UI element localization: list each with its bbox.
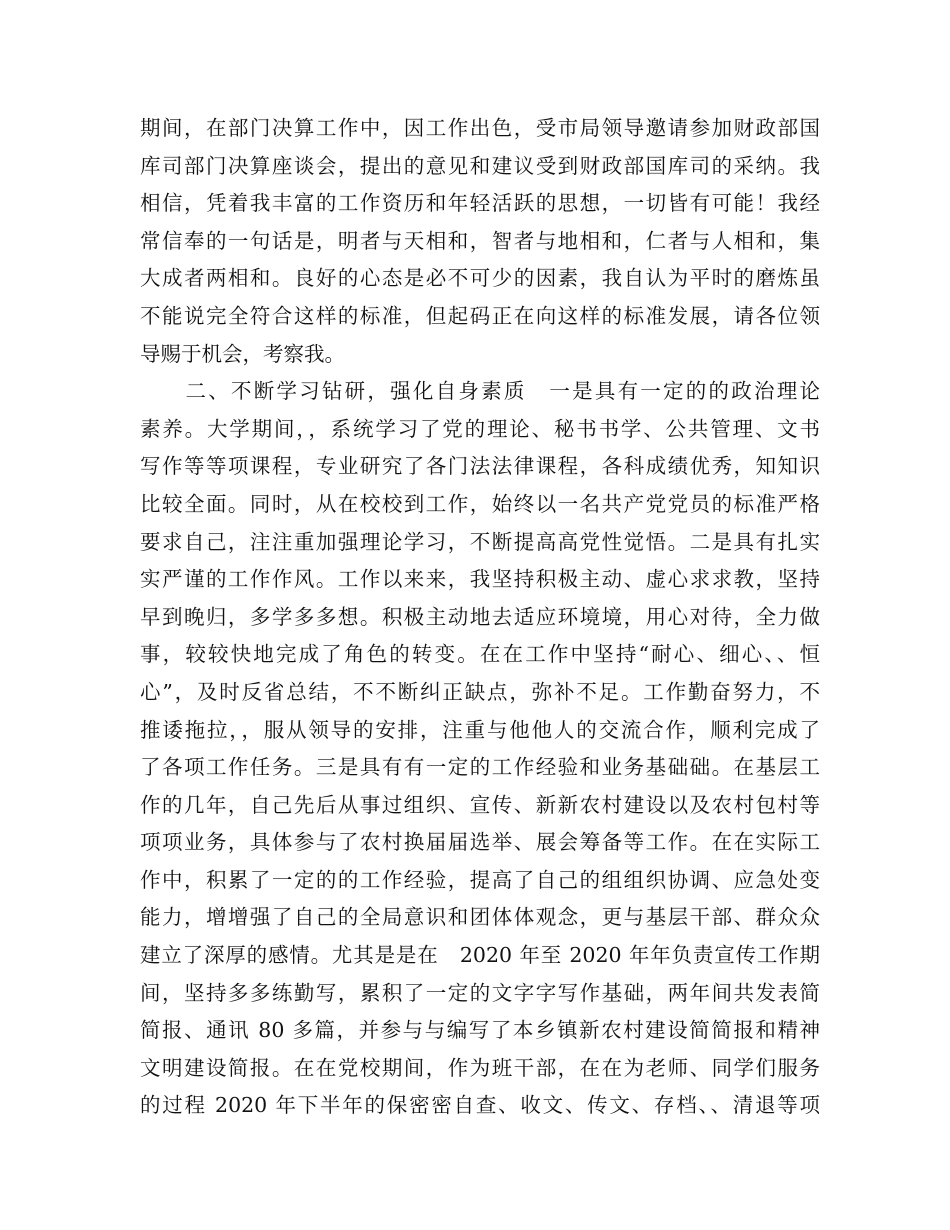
text-line: 的过程 2020 年下半年的保密密自查、收文、传文、存档、、清退等项 xyxy=(140,1093,820,1118)
text-line: 建立了深厚的感情。尤其是是在 2020 年至 2020 年年负责宣传工作期 xyxy=(140,943,820,968)
text-line: 能力，增增强了自己的全局意识和团体体观念，更与基层干部、群众众 xyxy=(140,905,820,930)
text-line: 期间，在部门决算工作中，因工作出色，受市局领导邀请参加财政部国 xyxy=(140,116,820,140)
document-body xyxy=(140,110,820,1125)
text-line: 写作等等项课程，专业研究了各门法法律课程，各科成绩优秀，知知识 xyxy=(140,454,820,479)
text-line: 素养。大学期间，，系统学习了党的理论、秘书书学、公共管理、文书 xyxy=(140,416,820,441)
text-line: 事，较较快地完成了角色的转变。在在工作中坚持“耐心、细心、、恒 xyxy=(140,642,820,667)
text-line: 文明建设简报。在在党校期间，作为班干部，在在为老师、同学们服务 xyxy=(140,1055,820,1080)
text-line: 常信奉的一句话是，明者与天相和，智者与地相和，仁者与人相和，集 xyxy=(140,228,820,253)
text-line: 比较全面。同时，从在校校到工作，始终以一名共产党党员的标准严格 xyxy=(140,491,820,516)
text-line: 二、不断学习钻研，强化自身素质 一是具有一定的的政治理论 xyxy=(140,379,820,404)
text-line: 了各项工作任务。三是具有有一定的工作经验和业务基础础。在基层工 xyxy=(140,755,820,780)
text-line: 实严谨的工作作风。工作以来来，我坚持积极主动、虚心求求教，坚持 xyxy=(140,567,820,592)
text-line: 作的几年，自己先后从事过组织、宣传、新新农村建设以及农村包村等 xyxy=(140,792,820,817)
paragraph-1 xyxy=(140,110,820,373)
text-line: 相信，凭着我丰富的工作资历和年轻活跃的思想，一切皆有可能！我经 xyxy=(140,191,820,216)
text-line: 大成者两相和。良好的心态是必不可少的因素，我自认为平时的磨炼虽 xyxy=(140,266,820,291)
text-line: 简报、通讯 80 多篇，并参与与编写了本乡镇新农村建设简简报和精神 xyxy=(140,1018,820,1043)
text-line: 项项业务，具体参与了农村换届届选举、展会筹备等工作。在在实际工 xyxy=(140,830,820,855)
text-line: 推诿拖拉，，服从领导的安排，注重与他他人的交流合作，顺利完成了 xyxy=(140,717,820,742)
paragraph-2 xyxy=(140,373,820,1125)
text-line: 心”，及时反省总结，不不断纠正缺点，弥补不足。工作勤奋努力，不 xyxy=(140,679,820,704)
text-line: 要求自己，注注重加强理论学习，不断提高高党性觉悟。二是具有扎实 xyxy=(140,529,820,554)
text-line: 间，坚持多多练勤写，累积了一定的文字字写作基础，两年间共发表简 xyxy=(140,980,820,1005)
text-line: 作中，积累了一定的的工作经验，提高了自己的组组织协调、应急处变 xyxy=(140,867,820,892)
text-line: 不能说完全符合这样的标准，但起码正在向这样的标准发展，请各位领 xyxy=(140,303,820,328)
text-line: 导赐于机会，考察我。 xyxy=(140,341,345,366)
text-line: 早到晚归，多学多多想。积极主动地去适应环境境，用心对待，全力做 xyxy=(140,604,820,629)
text-line: 库司部门决算座谈会，提出的意见和建议受到财政部国库司的采纳。我 xyxy=(140,153,820,178)
